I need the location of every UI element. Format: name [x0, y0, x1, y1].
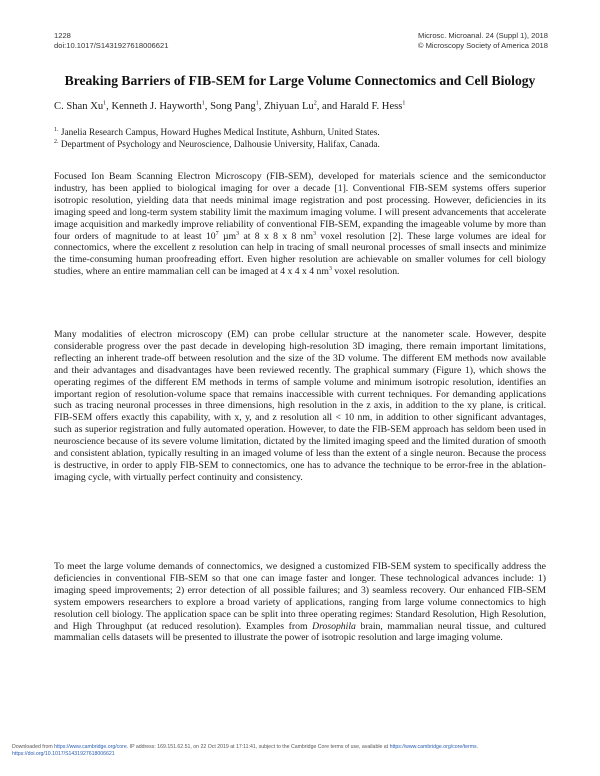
- journal-citation: Microsc. Microanal. 24 (Suppl 1), 2018: [418, 31, 548, 40]
- doi: doi:10.1017/S1431927618006621: [54, 41, 169, 50]
- body-paragraph: Many modalities of electron microscopy (EM) can probe cellular structure at the nanometer scale. However, despite considerable progress over the past decade in developing high-resolution 3D imaging, there remain important limitations, reflecting an inherent trade-off between resolution and the size of the 3D volume. The different EM methods now available and their advantages and disadvantages have been reviewed recently. The graphical summary (Figure 1), which shows the operating regimes of the different EM methods in terms of sample volume and minimum isotropic resolution, identifies an important region of resolution-volume space that remains inaccessible with current techniques. For demanding applications such as tracing neuronal processes in three dimensions, high resolution in the z axis, in addition to the xy plane, is critical. FIB-SEM offers exactly this capability, with x, y, and z resolution all < 10 nm, in addition to other significant advantages, such as superior registration and fully automated operation. However, to date the FIB-SEM approach has seldom been used in neuroscience because of its severe volume limitation, dictated by the limited imaging speed and the limited duration of smooth and consistent ablation, typically resulting in an imaged volume of less than the extent of a single neuron. Because the process is destructive, in order to apply FIB-SEM to connectomics, one has to advance the technique to be error-free in the ablation-imaging cycle, with virtually perfect continuity and consistency.: [54, 329, 546, 483]
- core-link[interactable]: https://www.cambridge.org/core: [54, 744, 127, 750]
- affiliations: [54, 127, 380, 151]
- abstract-paragraph: Focused Ion Beam Scanning Electron Microscopy (FIB-SEM), developed for materials science and the semiconductor industry, has been applied to biological imaging for over a decade [1]. Conventional FIB-SEM systems offers superior isotropic resolution, yielding data that needs minimal image registration and post processing. However, deficiencies in its imaging speed and long-term system stability limit the maximum imaging volume. I will present advancements that accelerate image acquisition and markedly improve reliability of conventional FIB-SEM, expanding the imageable volume by more than four orders of magnitude to at least $10^7$ µm$^3$ at 8 x 8 x 8 $nm^3$ voxel resolution [2]. These large volumes are ideal for connectomics, where the excellent z resolution can help in tracing of small neuronal processes of small insects and minimize the time-consuming human proofreading effort. Even higher resolution are achievable on smaller volumes for cell biology studies, where an entire mammalian cell can be imaged at 4 x 4 x 4 $nm^3$ voxel resolution.: [54, 171, 546, 278]
- affiliation: $^{2.}$ Department of Psychology and Neuroscience, Dalhousie University, Halifax, Canada.: [54, 138, 380, 150]
- author: Kenneth J. Hayworth$^1$,: [111, 100, 211, 112]
- header-right: [418, 31, 548, 51]
- terms-link[interactable]: https://www.cambridge.org/core/terms: [389, 744, 477, 750]
- doi-link[interactable]: https://doi.org/10.1017/S1431927618006621: [12, 751, 115, 757]
- copyright: © Microscopy Society of America 2018: [417, 41, 548, 50]
- affiliation: $^{1.}$ Janelia Research Campus, Howard Hughes Medical Institute, Ashburn, United States.: [54, 126, 380, 138]
- author: Zhiyuan Lu$^2$, and: [264, 100, 340, 112]
- author: C. Shan Xu$^1$,: [54, 100, 112, 112]
- download-footer: Downloaded from https://www.cambridge.org/core. IP address: 169.151.62.51, on 22 Oct 2019 at 17:11:41, subject to the Cambridge Core terms of use, available at https://www.cambridge.org/core/terms. https://doi.org/10.1017/S1431927618006621: [12, 744, 479, 757]
- paper-title: Breaking Barriers of FIB-SEM for Large Volume Connectomics and Cell Biology: [64, 73, 536, 88]
- header-left: [54, 31, 168, 51]
- author: Song Pang$^1$,: [210, 100, 264, 112]
- author-list: [54, 100, 405, 113]
- body-paragraph: To meet the large volume demands of connectomics, we designed a customized FIB-SEM system to specifically address the deficiencies in conventional FIB-SEM so that one can image faster and longer. These technological advances include: 1) imaging speed improvements; 2) error detection of all possible failures; and 3) seamless recovery. Our enhanced FIB-SEM system empowers researchers to explore a broad variety of applications, ranging from large volume connectomics to high resolution cell biology. The application space can be split into three operating regimes: Standard Resolution, High Resolution, and High Throughput (at reduced resolution). Examples from Drosophila brain, mammalian neural tissue, and cultured mammalian cells datasets will be presented to illustrate the power of isotropic resolution and large imaging volume.: [54, 561, 546, 644]
- author: Harald F. Hess$^1$: [339, 100, 406, 112]
- page-number: 1228: [54, 31, 71, 40]
